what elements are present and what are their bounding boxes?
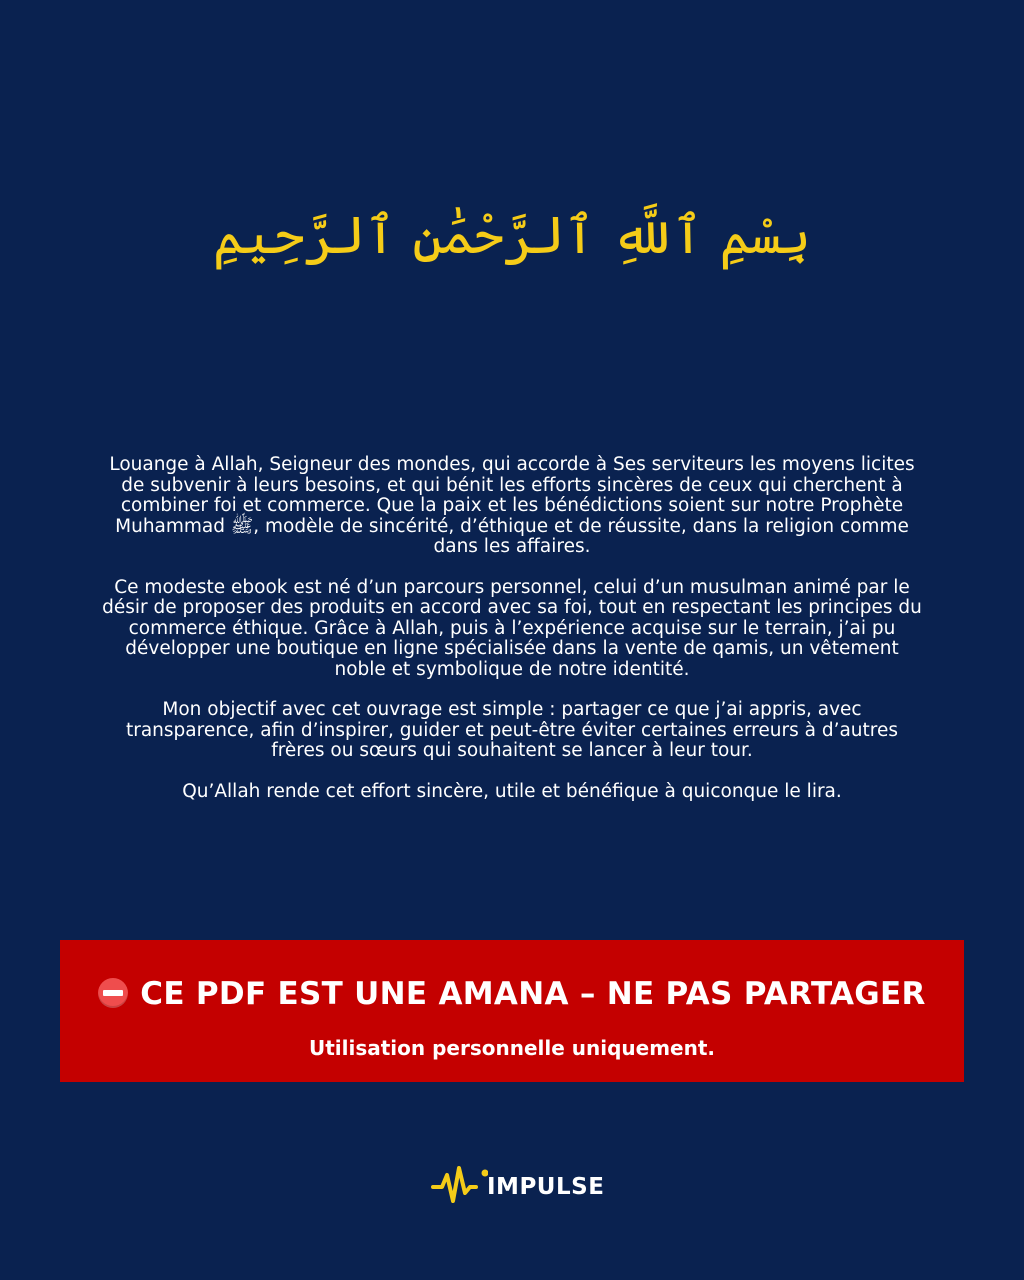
warning-title-row <box>60 974 964 1014</box>
foreword-paragraph: Qu’Allah rende cet effort sincère, utile et bénéfique à quiconque le lira. <box>182 780 842 802</box>
brand-name: IMPULSE <box>487 1174 605 1200</box>
warning-title: CE PDF EST UNE AMANA – NE PAS PARTAGER <box>140 976 926 1012</box>
warning-subtitle: Utilisation personnelle uniquement. <box>308 1036 716 1060</box>
foreword-paragraph: Mon objectif avec cet ouvrage est simple : partager ce que j’ai appris, avec transparence, afin d’inspirer, guider et peut-être éviter certaines erreurs à d’autres frères ou sœurs qui souhaitent se lancer à leur tour. <box>125 699 898 761</box>
foreword-text <box>100 455 924 822</box>
no-entry-icon <box>98 978 128 1008</box>
brand-logo <box>430 1163 605 1207</box>
foreword-paragraph: Louange à Allah, Seigneur des mondes, qui accorde à Ses serviteurs les moyens licites de subvenir à leurs besoins, et qui bénit les efforts sincères de ceux qui cherchent à combiner foi et commerce. Que la paix et les bénédictions soient sur notre Prophète Muhammad ﷺ, modèle de sincérité, d’éthique et de réussite, dans la religion comme dans les affaires. <box>109 454 915 557</box>
heartbeat-icon <box>430 1163 488 1207</box>
foreword-paragraph: Ce modeste ebook est né d’un parcours personnel, celui d’un musulman animé par le désir de proposer des produits en accord avec sa foi, tout en respectant les principes du commerce éthique. Grâce à Allah, puis à l’expérience acquise sur le terrain, j’ai pu développer une boutique en ligne spécialisée dans la vente de qamis, un vêtement noble et symbolique de notre identité. <box>102 576 922 680</box>
basmala-heading: بِسْمِ ٱللَّهِ ٱلرَّحْمَٰنِ ٱلرَّحِيمِ <box>212 206 812 266</box>
